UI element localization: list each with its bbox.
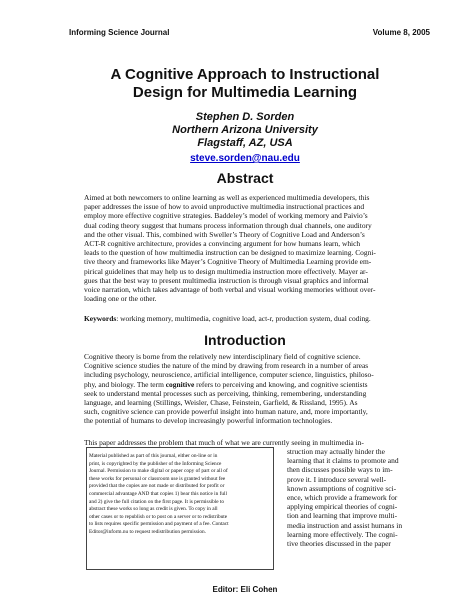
- author-affiliation: Northern Arizona University: [172, 124, 318, 136]
- intro-line: such, cognitive science can provide powerful insight into human nature, and, more importantly,: [84, 407, 368, 417]
- keywords-text: : working memory, multimedia, cognitive load, act-r, production system, dual coding.: [116, 314, 371, 323]
- copyright-line: Editor@inform.nu to request redistribution permission.: [89, 528, 206, 535]
- intro-line-with-term: [84, 380, 417, 389]
- abstract-line: voice narration, which takes advantage of both verbal and visual working memories without over-: [84, 285, 376, 295]
- intro-line-end: refers to perceiving and knowing, and cognitive scientists: [194, 379, 368, 389]
- introduction-paragraph-2: [84, 438, 417, 447]
- introduction-paragraph-1: [84, 352, 417, 426]
- title-line: Design for Multimedia Learning: [132, 84, 358, 101]
- abstract-line: tive theory and frameworks like Mayer’s Cognitive Theory of Multimedia Learning provide em-: [84, 257, 372, 267]
- copyright-line: to lists requires specific permission and payment of a fee. Contact: [89, 521, 229, 528]
- intro-line: media instruction and assist humans in: [287, 520, 403, 530]
- term-cognitive: cognitive: [165, 379, 195, 389]
- abstract-line: ACT-R cognitive architecture, provides a convincing argument for how humans learn, which: [84, 239, 361, 249]
- intro-line: Cognitive theory is borne from the relatively new interdisciplinary field of cognitive science.: [84, 352, 361, 361]
- abstract-line: paper addresses the issue of how to avoid unproductive multimedia instructional practices and: [84, 202, 365, 212]
- intro-line: tive theories discussed in the paper: [287, 539, 391, 549]
- copyright-line: Material published as part of this journal, either on-line or in: [89, 453, 218, 459]
- copyright-line: commercial advantage AND that copies 1) bear this notice in full: [89, 490, 227, 497]
- intro-line: This paper addresses the problem that much of what we are currently seeing in multimedia in-: [84, 438, 364, 447]
- intro-line-start: phy, and biology. The term: [84, 379, 166, 389]
- intro-line: struction may actually hinder the: [287, 447, 385, 456]
- keywords-label: Keywords: [84, 314, 117, 323]
- keywords: [84, 314, 417, 323]
- intro-line: language, and learning (Stillings, Weisler, Chase, Feinstein, Garfield, & Rissland, 1995). As: [84, 398, 358, 408]
- abstract-line: loading one or the other.: [84, 294, 157, 304]
- intro-line: learning that it claims to promote and: [287, 456, 399, 466]
- abstract-line: employ more effective cognitive strategies. Baddeley’s model of working memory and Paivio’s: [84, 211, 368, 221]
- editor-footer: Editor: Eli Cohen: [212, 585, 278, 594]
- copyright-line: provided that the copies are not made or distributed for profit or: [89, 483, 225, 490]
- introduction-heading: Introduction: [204, 332, 286, 348]
- journal-name: Informing Science Journal: [69, 28, 170, 37]
- intro-line: prove it. I introduce several well-: [287, 474, 387, 484]
- abstract-line: and the other visual. This, combined with Sweller’s Theory of Cognitive Load and Anderson’s: [84, 229, 365, 239]
- intro-line: seek to understand mental processes such as perceiving, thinking, remembering, understanding: [84, 388, 367, 398]
- abstract-line: Aimed at both newcomers to online learning as well as experienced multimedia developers, this: [84, 193, 370, 202]
- abstract-line: dual coding theory suggest that humans process information through dual channels, one auditory: [84, 220, 372, 230]
- abstract-line: leads to the question of how multimedia instruction can be designed to maximize learning. Cogni-: [84, 248, 376, 258]
- author-location: Flagstaff, AZ, USA: [197, 137, 293, 149]
- copyright-line: print, is copyrighted by the publisher of the Informing Science: [89, 460, 222, 467]
- intro-line: including psychology, neuroscience, artificial intelligence, computer science, linguistics, philoso-: [84, 370, 374, 380]
- intro-line: then discusses possible ways to im-: [287, 465, 393, 475]
- abstract-heading: Abstract: [216, 170, 274, 186]
- volume-label: Volume 8, 2005: [372, 28, 430, 37]
- abstract-line: pirical guidelines that may help us to design multimedia instruction more effectively. Mayer ar-: [84, 266, 368, 276]
- abstract-line: gues that the best way to present multimedia instruction is through visual graphics and informal: [84, 275, 369, 285]
- paper-title: [60, 66, 430, 102]
- copyright-line: Journal. Permission to make digital or paper copy of part or all of: [89, 468, 228, 475]
- intro-line: Cognitive science studies the nature of the mind by drawing from research in a number of areas: [84, 361, 369, 371]
- intro-line: ence, which provide a framework for: [287, 493, 398, 503]
- author-block: [60, 111, 430, 150]
- intro-line: the potential of humans to develop increasingly powerful information technologies.: [84, 416, 333, 426]
- author-email-link[interactable]: steve.sorden@nau.edu: [190, 153, 300, 164]
- author-name: Stephen D. Sorden: [195, 111, 295, 123]
- intro-line: known assumptions of cognitive sci-: [287, 483, 397, 493]
- copyright-line: these works for personal or classroom use is granted without fee: [89, 475, 226, 482]
- abstract-text: [84, 193, 417, 303]
- intro-line: applying empirical theories of cogni-: [287, 502, 398, 512]
- intro-line: tion and learning that improve multi-: [287, 511, 398, 521]
- copyright-line: other cases or to republish or to post on a server or to redistribute: [89, 513, 228, 520]
- intro-line: learning more effectively. The cogni-: [287, 529, 398, 539]
- introduction-paragraph-2-continued: [287, 447, 417, 548]
- copyright-line: abstract these works so long as credit is given. To copy in all: [89, 506, 218, 513]
- copyright-line: and 2) give the full citation on the first page. It is permissible to: [89, 498, 225, 505]
- title-line: A Cognitive Approach to Instructional: [110, 66, 380, 83]
- copyright-notice: [89, 453, 272, 537]
